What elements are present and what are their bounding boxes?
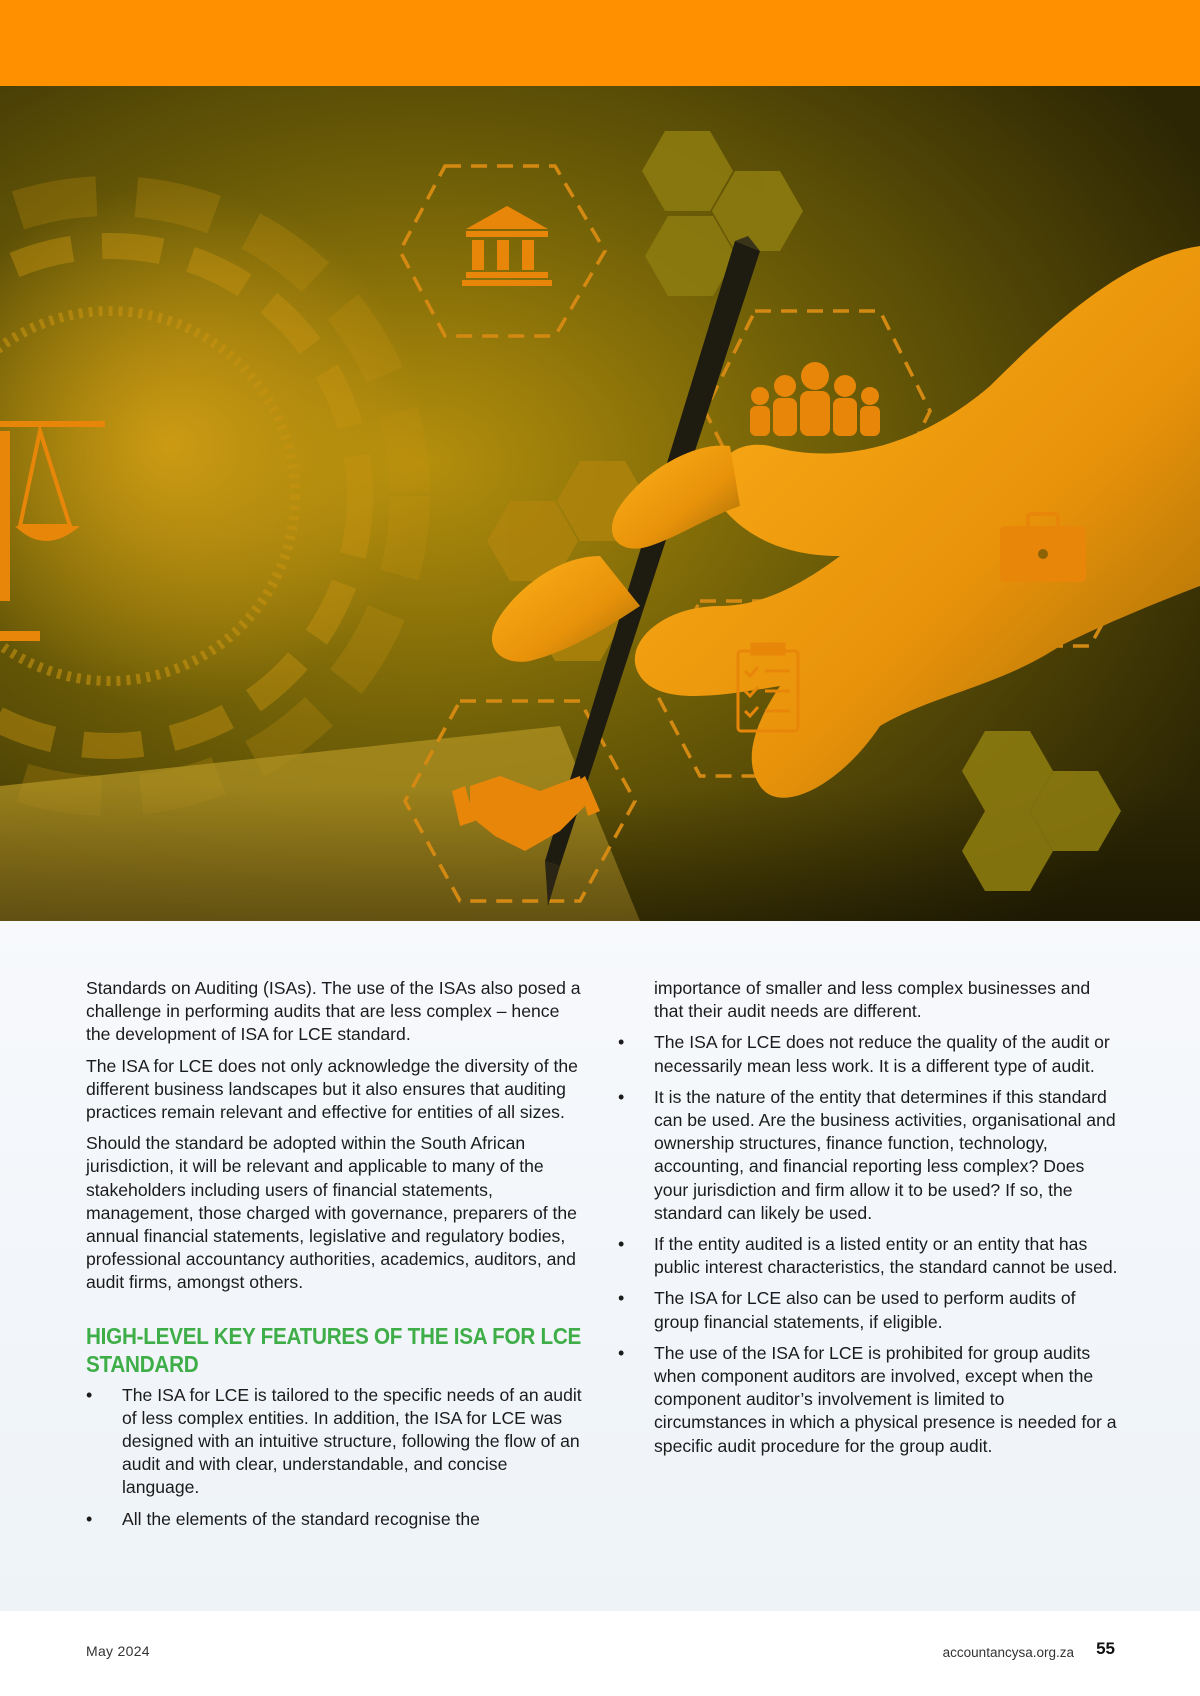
list-item-text: The ISA for LCE does not reduce the quality of the audit or necessarily mean less work. It is a different type of audit. bbox=[654, 1032, 1110, 1076]
bullet-icon: • bbox=[618, 1342, 625, 1363]
paragraph: The ISA for LCE does not only acknowledge the diversity of the different business landscapes but it also ensures that auditing practices remain relevant and effective for entities of all sizes. bbox=[86, 1055, 578, 1123]
list-item-text: The ISA for LCE is tailored to the specific needs of an audit of less complex entities. In addition, the ISA for LCE was designed with an intuitive structure, following the flow of an audit and with clear, understandable, and concise language. bbox=[122, 1384, 582, 1498]
section-heading: HIGH-LEVEL KEY FEATURES OF THE ISA FOR LCE STANDARD bbox=[86, 1322, 582, 1377]
list-item-text: The ISA for LCE also can be used to perform audits of group financial statements, if eligible. bbox=[654, 1288, 1076, 1332]
list-item bbox=[618, 1031, 1118, 1077]
list-item bbox=[618, 1342, 1118, 1458]
bullet-icon: • bbox=[618, 1288, 625, 1309]
list-item bbox=[86, 1384, 588, 1500]
list-item bbox=[618, 1086, 1118, 1225]
list-item bbox=[86, 1508, 588, 1531]
bullet-icon: • bbox=[86, 1384, 93, 1405]
list-item-continuation: importance of smaller and less complex businesses and that their audit needs are different. bbox=[654, 978, 1091, 1022]
website-link[interactable]: accountancysa.org.za bbox=[942, 1645, 1074, 1660]
hero-illustration bbox=[0, 86, 1200, 921]
list-item bbox=[618, 1233, 1118, 1279]
hero-image bbox=[0, 86, 1200, 921]
bullet-icon: • bbox=[618, 1234, 625, 1255]
page-number: 55 bbox=[1096, 1639, 1115, 1658]
list-item-text: If the entity audited is a listed entity or an entity that has public interest characteristics, the standard cannot be used. bbox=[654, 1234, 1118, 1278]
page-footer bbox=[0, 1611, 1200, 1696]
feature-list bbox=[618, 1031, 1118, 1457]
top-orange-band bbox=[0, 0, 1200, 86]
bullet-icon: • bbox=[86, 1508, 93, 1529]
paragraph: Standards on Auditing (ISAs). The use of the ISAs also posed a challenge in performing audits that are less complex – hence the development of ISA for LCE standard. bbox=[86, 978, 581, 1045]
paragraph: Should the standard be adopted within the South African jurisdiction, it will be relevant and applicable to many of the stakeholders including users of financial statements, management, those charged with governance, preparers of the annual financial statements, legislative and regulatory bodies, professional accountancy authorities, academics, auditors, and audit firms, amongst others. bbox=[86, 1133, 577, 1293]
list-item-text: It is the nature of the entity that determines if this standard can be used. Are the business activities, organisational and ownership structures, finance function, technology, accounting, and financial reporting less complex? Does your jurisdiction and firm allow it to be used? If so, the standard can likely be used. bbox=[654, 1086, 1116, 1223]
list-item bbox=[618, 1287, 1118, 1333]
left-column bbox=[86, 977, 588, 1539]
bullet-icon: • bbox=[618, 1086, 625, 1107]
right-column bbox=[618, 977, 1118, 1466]
list-item-text: All the elements of the standard recognise the bbox=[122, 1508, 480, 1529]
list-item-text: The use of the ISA for LCE is prohibited for group audits when component auditors are involved, except when the component auditor’s involvement is limited to circumstances in which a physical presence is needed for a specific audit procedure for the group audit. bbox=[654, 1342, 1117, 1456]
bullet-icon: • bbox=[618, 1032, 625, 1053]
issue-date: May 2024 bbox=[86, 1643, 150, 1659]
article-body bbox=[0, 921, 1200, 1611]
feature-list bbox=[86, 1384, 588, 1531]
